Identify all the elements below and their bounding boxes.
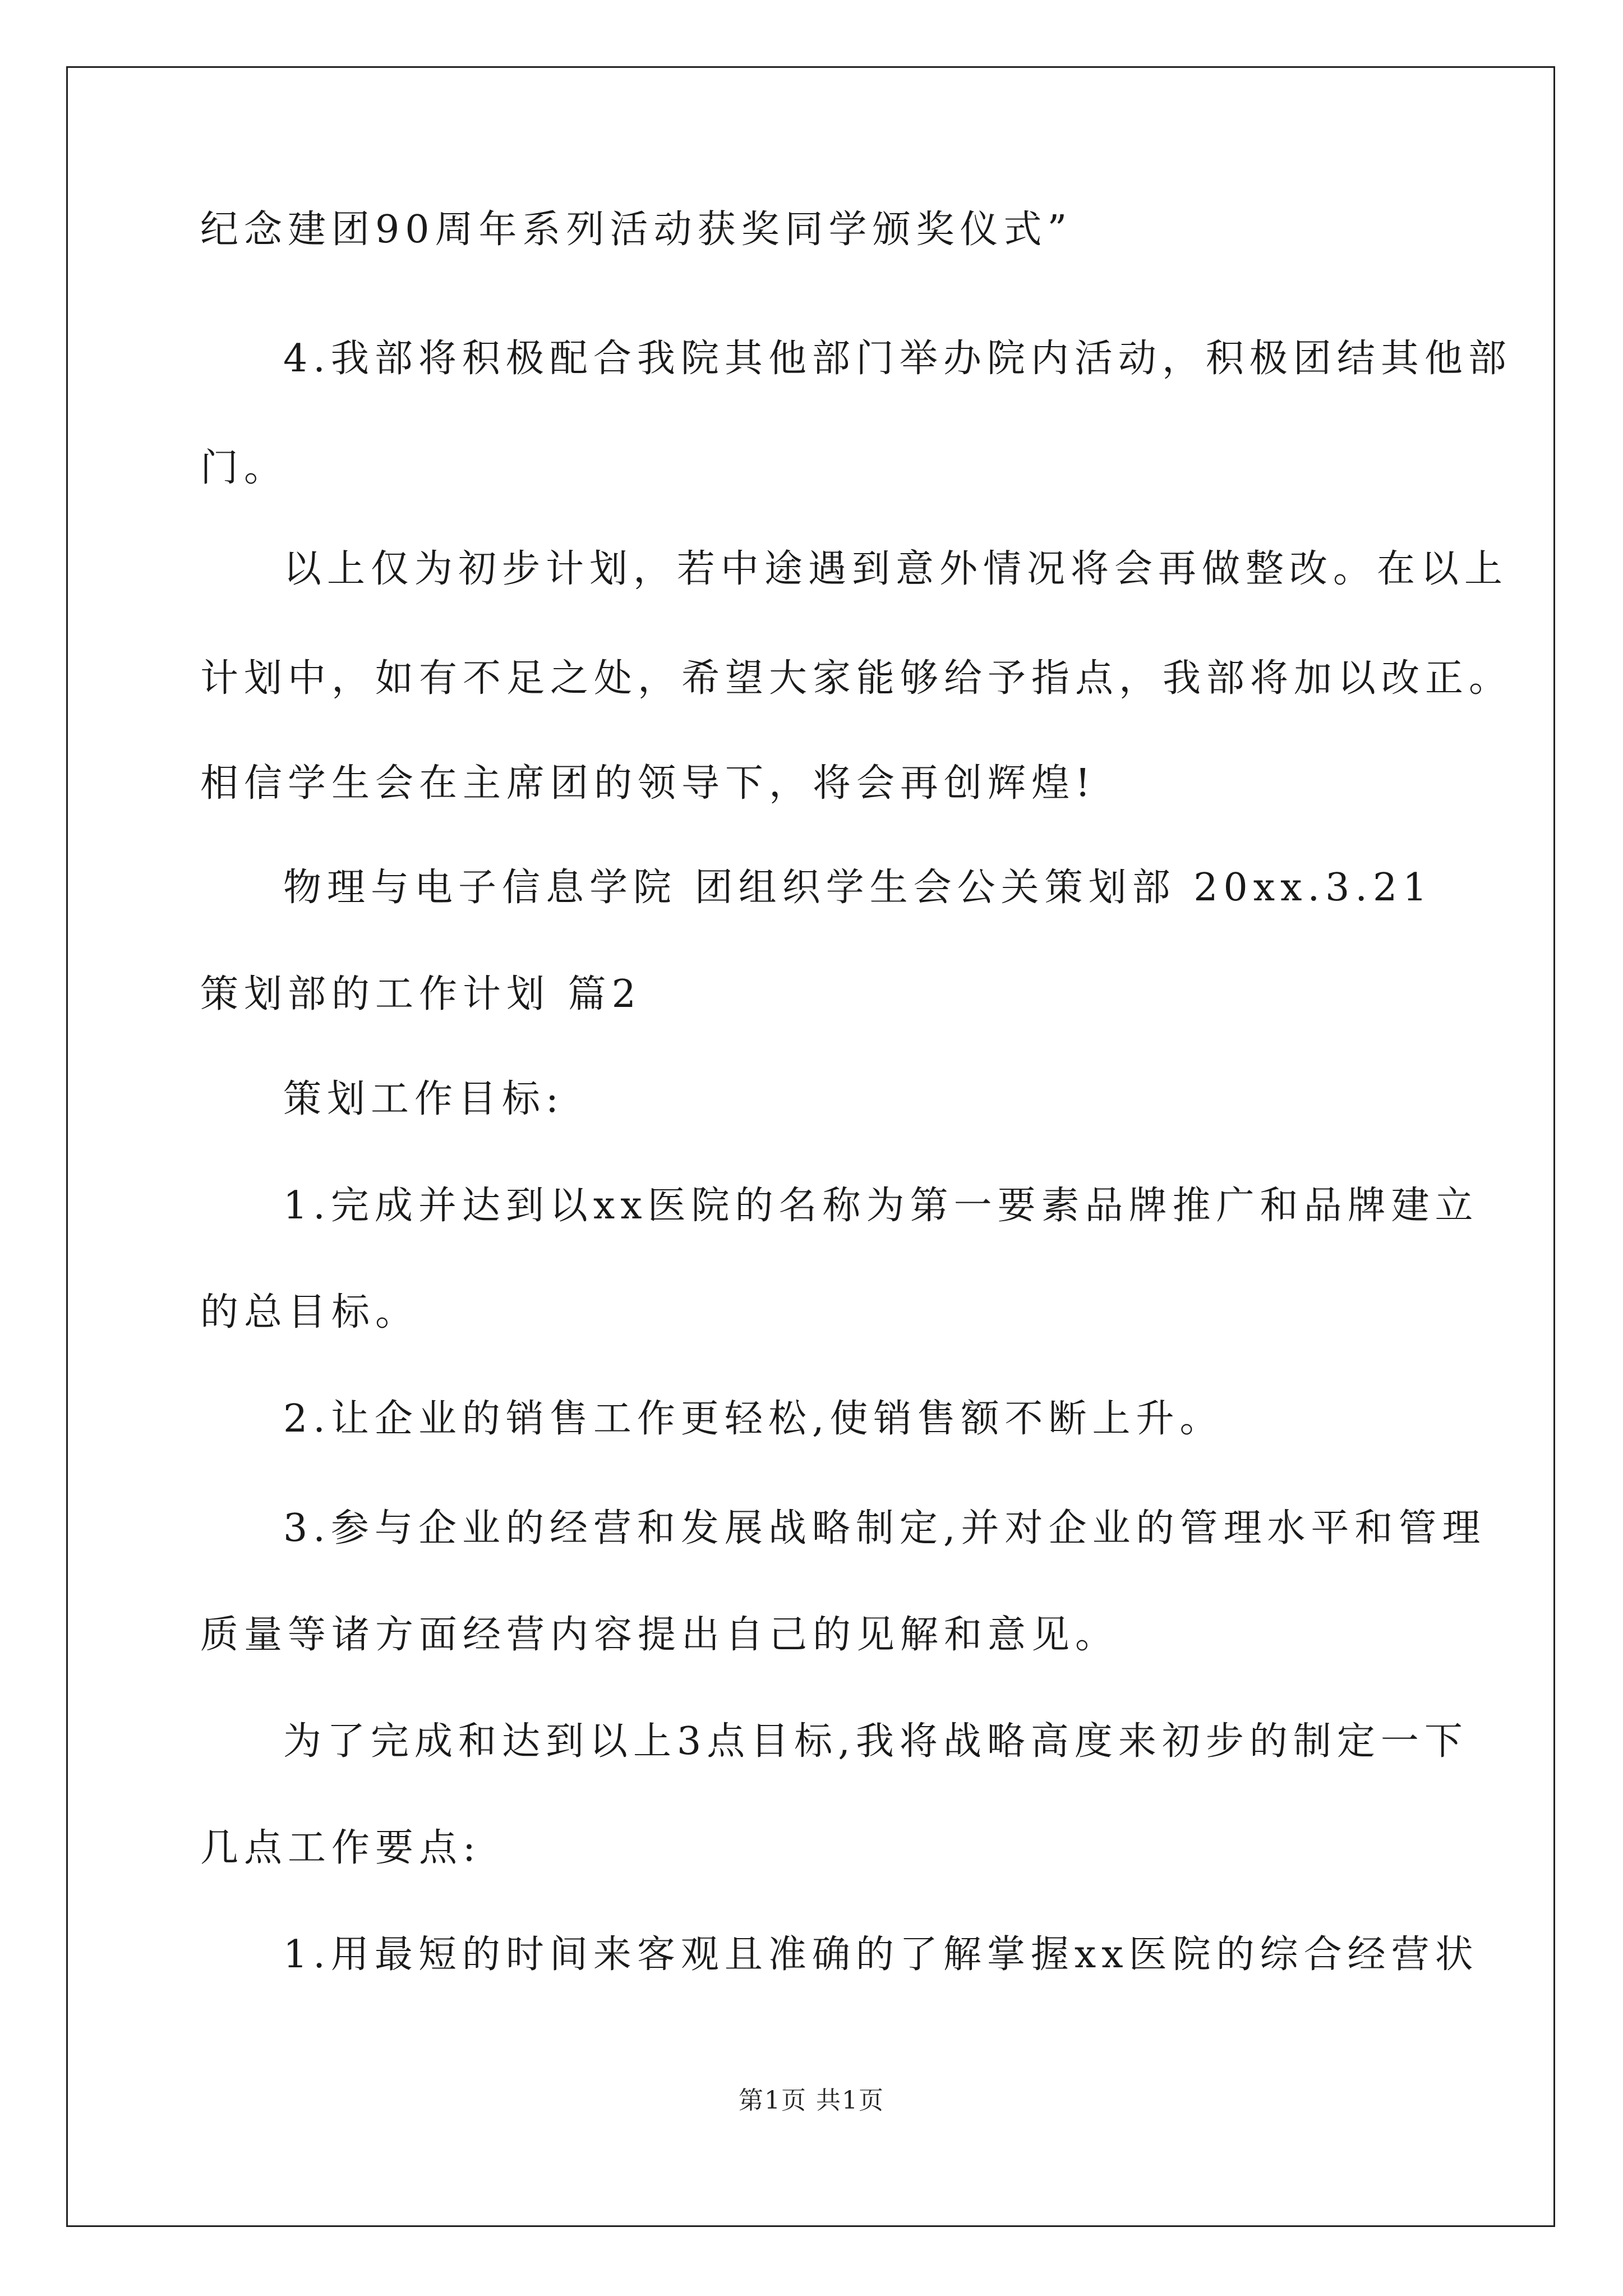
text-line-6: 相信学生会在主席团的领导下，将会再创辉煌! [200, 761, 1096, 806]
section-heading: 策划部的工作计划 篇2 [200, 972, 642, 1016]
page-footer: 第1页 共1页 [739, 2086, 884, 2115]
text-line-11: 的总目标。 [200, 1290, 419, 1335]
text-line-5: 计划中，如有不足之处，希望大家能够给予指点，我部将加以改正。 [200, 656, 1513, 701]
text-line-9: 策划工作目标: [283, 1077, 564, 1121]
text-line-13: 3.参与企业的经营和发展战略制定,并对企业的管理水平和管理 [283, 1506, 1486, 1550]
text-line-15: 为了完成和达到以上3点目标,我将战略高度来初步的制定一下 [283, 1719, 1468, 1764]
page-border [66, 66, 1555, 2227]
text-line-1: 纪念建团90周年系列活动获奖同学颁奖仪式” [200, 208, 1073, 252]
text-line-10: 1.完成并达到以xx医院的名称为第一要素品牌推广和品牌建立 [283, 1184, 1479, 1228]
text-line-17: 1.用最短的时间来客观且准确的了解掌握xx医院的综合经营状 [283, 1932, 1479, 1977]
text-line-14: 质量等诸方面经营内容提出自己的见解和意见。 [200, 1613, 1119, 1657]
text-line-7: 物理与电子信息学院 团组织学生会公关策划部 20xx.3.21 [283, 866, 1433, 910]
text-line-3: 门。 [200, 446, 288, 490]
text-line-4: 以上仅为初步计划，若中途遇到意外情况将会再做整改。在以上 [283, 547, 1509, 591]
text-line-2: 4.我部将积极配合我院其他部门举办院内活动，积极团结其他部 [283, 337, 1512, 381]
text-line-16: 几点工作要点: [200, 1826, 481, 1870]
text-line-12: 2.让企业的销售工作更轻松,使销售额不断上升。 [283, 1397, 1224, 1441]
